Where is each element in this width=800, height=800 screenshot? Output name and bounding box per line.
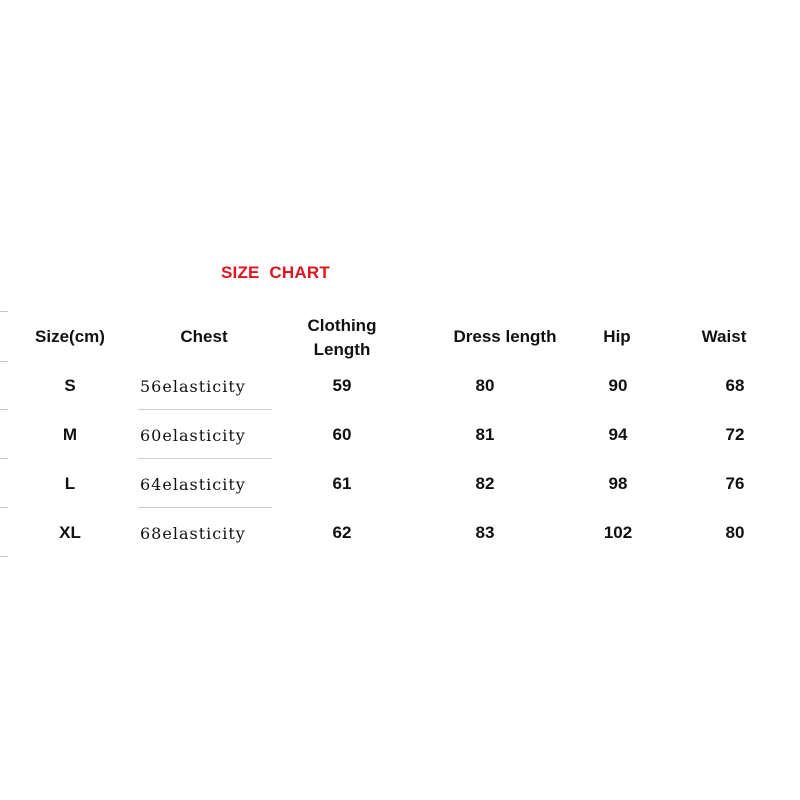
hip-cell: 90: [608, 376, 628, 395]
row-separator-tick: [0, 507, 8, 508]
waist-cell: 76: [725, 474, 745, 493]
header-size: Size(cm): [35, 327, 105, 346]
chest-cell: 56elasticity: [140, 377, 246, 396]
header-chest: Chest: [180, 327, 228, 346]
chest-cell: 60elasticity: [140, 426, 246, 445]
header-waist: Waist: [701, 327, 747, 346]
waist-cell: 72: [725, 425, 745, 444]
size-cell: L: [64, 474, 76, 493]
header-clothing-length-line1: Clothing: [307, 316, 377, 335]
row-separator-tick: [0, 556, 8, 557]
row-separator-tick: [0, 458, 8, 459]
clothing-length-cell: 60: [332, 425, 352, 444]
chest-row-rule: [138, 409, 272, 410]
clothing-length-cell: 62: [332, 523, 352, 542]
header-hip: Hip: [603, 327, 631, 346]
dress-length-cell: 80: [475, 376, 495, 395]
hip-cell: 98: [608, 474, 628, 493]
hip-cell: 94: [608, 425, 628, 444]
size-cell: M: [62, 425, 78, 444]
row-separator-tick: [0, 409, 8, 410]
dress-length-cell: 83: [475, 523, 495, 542]
size-chart-title: SIZE CHART: [221, 263, 330, 282]
chest-cell: 64elasticity: [140, 475, 246, 494]
waist-cell: 68: [725, 376, 745, 395]
dress-length-cell: 81: [475, 425, 495, 444]
size-cell: S: [64, 376, 76, 395]
chest-cell: 68elasticity: [140, 524, 246, 543]
chest-row-rule: [138, 507, 272, 508]
size-cell: XL: [59, 523, 81, 542]
waist-cell: 80: [725, 523, 745, 542]
dress-length-cell: 82: [475, 474, 495, 493]
row-separator-tick: [0, 311, 8, 312]
clothing-length-cell: 61: [332, 474, 352, 493]
chest-row-rule: [138, 458, 272, 459]
clothing-length-cell: 59: [332, 376, 352, 395]
header-clothing-length-line2: Length: [313, 340, 371, 359]
header-clothing-length: [292, 314, 392, 362]
hip-cell: 102: [603, 523, 633, 542]
row-separator-tick: [0, 361, 8, 362]
header-dress-length: Dress length: [453, 327, 557, 346]
